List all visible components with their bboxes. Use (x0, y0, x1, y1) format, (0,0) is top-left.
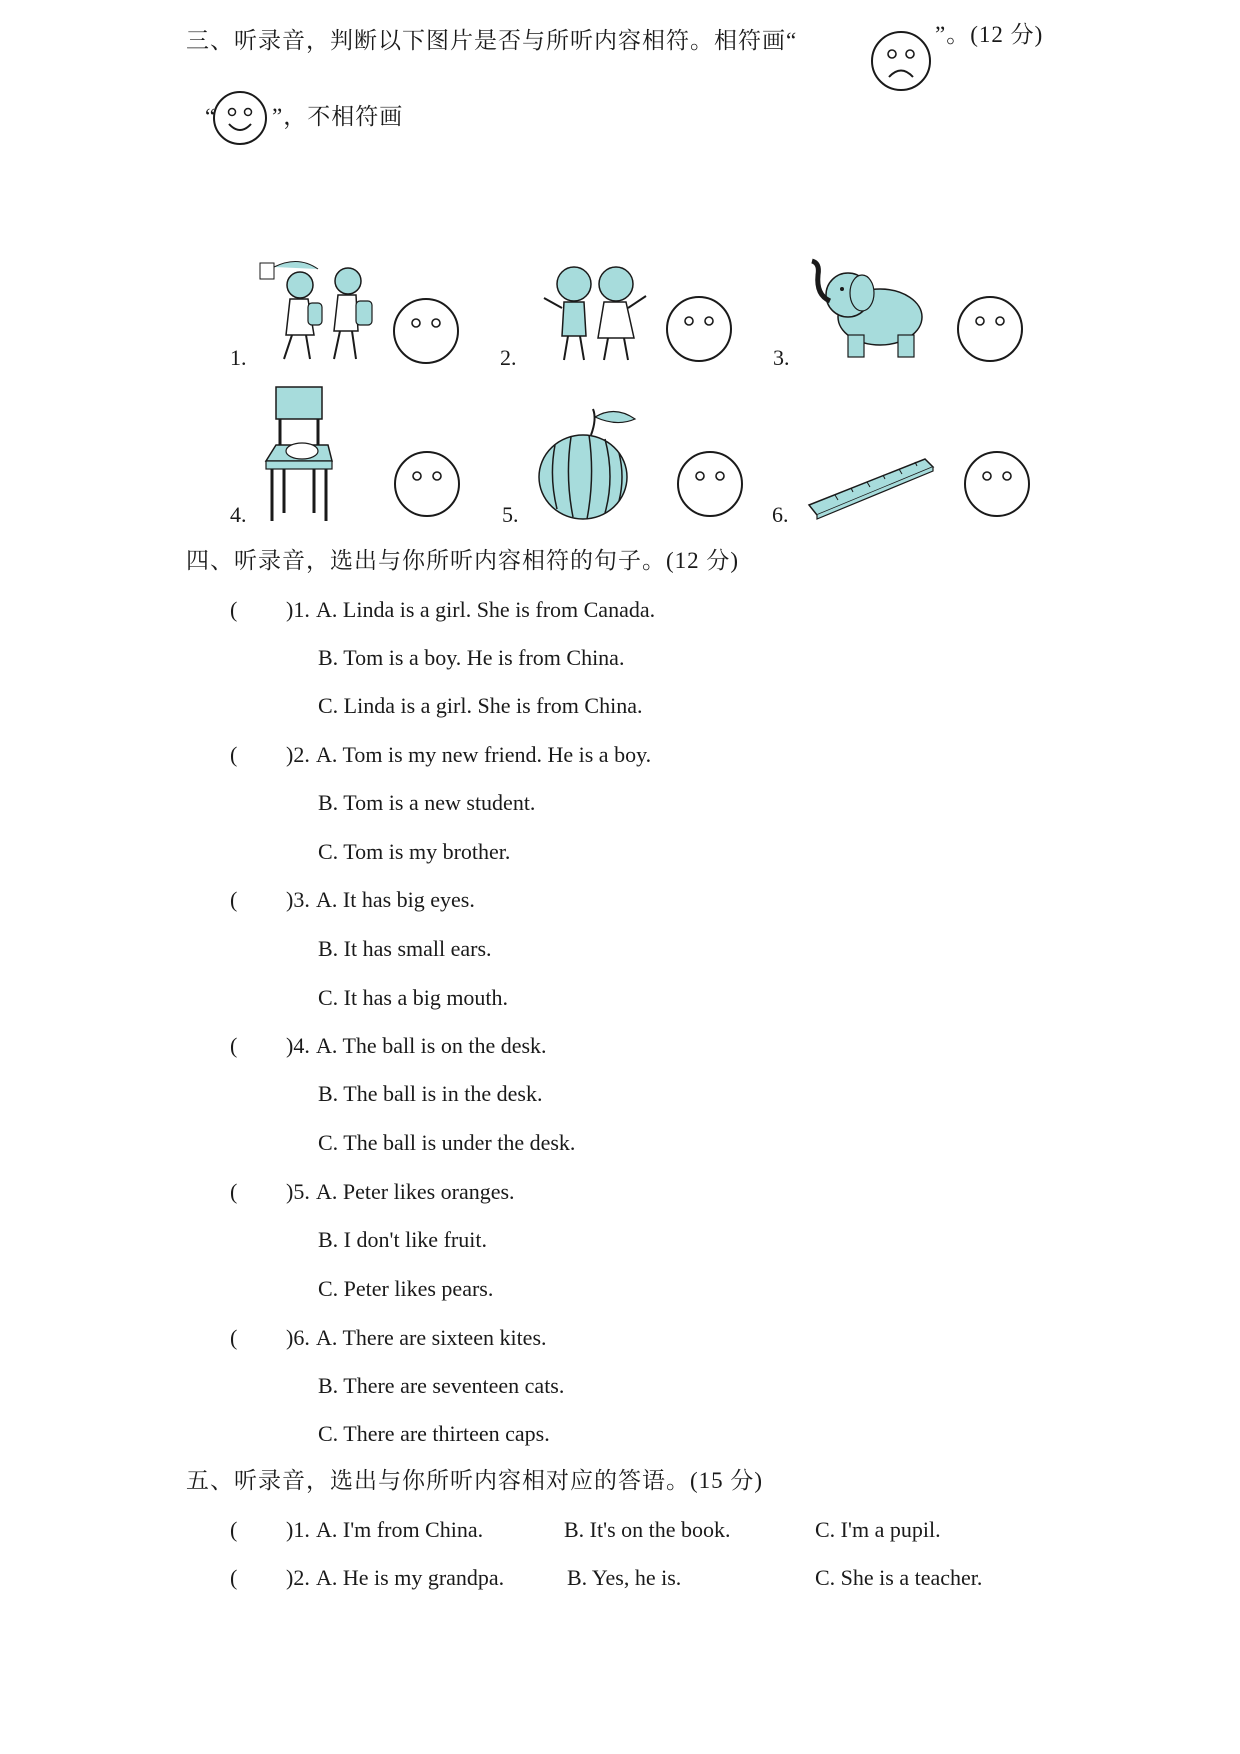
cat-on-chair-picture (262, 385, 334, 523)
option-c: C. The ball is under the desk. (318, 1130, 576, 1155)
question-number: )2. (286, 1565, 310, 1590)
option-a: A. Peter likes oranges. (316, 1179, 515, 1204)
option-c: C. Linda is a girl. She is from China. (318, 693, 643, 718)
question-number: )3. (286, 887, 310, 912)
item-number: 5. (502, 502, 519, 527)
answer-paren[interactable]: ( (230, 1033, 238, 1058)
option-b: B. It's on the book. (564, 1517, 731, 1542)
option-a: A. He is my grandpa. (316, 1565, 505, 1590)
section3-line2-text: ”，不相符画 (272, 104, 404, 129)
children-waving-picture (540, 258, 650, 366)
blank-face-icon[interactable] (665, 295, 733, 363)
option-c: C. I'm a pupil. (815, 1517, 941, 1542)
option-a: A. The ball is on the desk. (316, 1033, 547, 1058)
question-number: )1. (286, 1517, 310, 1542)
question-number: )1. (286, 597, 310, 622)
option-c: C. She is a teacher. (815, 1565, 983, 1590)
frown-face-icon (870, 30, 932, 92)
answer-paren[interactable]: ( (230, 1517, 238, 1542)
answer-paren[interactable]: ( (230, 1565, 238, 1590)
option-b: B. The ball is in the desk. (318, 1081, 543, 1106)
answer-paren[interactable]: ( (230, 887, 238, 912)
answer-paren[interactable]: ( (230, 742, 238, 767)
answer-paren[interactable]: ( (230, 1179, 238, 1204)
option-b: B. I don't like fruit. (318, 1227, 487, 1252)
option-b: B. It has small ears. (318, 936, 492, 961)
option-a: A. Tom is my new friend. He is a boy. (316, 742, 652, 767)
blank-face-icon[interactable] (963, 450, 1031, 518)
question-number: )6. (286, 1325, 310, 1350)
item-number: 6. (772, 502, 789, 527)
option-c: C. It has a big mouth. (318, 985, 509, 1010)
option-a: A. There are sixteen kites. (316, 1325, 547, 1350)
elephant-picture (808, 255, 928, 360)
blank-face-icon[interactable] (392, 297, 460, 365)
ruler-picture (805, 455, 935, 523)
smile-face-icon (212, 90, 268, 146)
option-c: C. Tom is my brother. (318, 839, 511, 864)
section3-heading (186, 28, 797, 54)
answer-paren[interactable]: ( (230, 1325, 238, 1350)
option-a: A. I'm from China. (316, 1517, 484, 1542)
item-number: 3. (773, 345, 790, 370)
option-a: A. Linda is a girl. She is from Canada. (316, 597, 656, 622)
option-b: B. Tom is a new student. (318, 790, 536, 815)
section4-heading: 四、听录音，选出与你所听内容相符的句子。(12 分) (186, 548, 740, 573)
option-b: B. Yes, he is. (567, 1565, 682, 1590)
blank-face-icon[interactable] (393, 450, 461, 518)
answer-paren[interactable]: ( (230, 597, 238, 622)
option-b: B. There are seventeen cats. (318, 1373, 565, 1398)
item-number: 4. (230, 502, 247, 527)
blank-face-icon[interactable] (956, 295, 1024, 363)
item-number: 1. (230, 345, 247, 370)
item-number: 2. (500, 345, 517, 370)
question-number: )4. (286, 1033, 310, 1058)
watermelon-picture (535, 405, 645, 523)
question-number: )5. (286, 1179, 310, 1204)
blank-face-icon[interactable] (676, 450, 744, 518)
section5-heading: 五、听录音，选出与你所听内容相对应的答语。(15 分) (186, 1468, 764, 1493)
option-c: C. There are thirteen caps. (318, 1421, 550, 1446)
option-b: B. Tom is a boy. He is from China. (318, 645, 625, 670)
children-walking-picture (258, 255, 383, 365)
option-a: A. It has big eyes. (316, 887, 475, 912)
section3-heading-suffix: ”。(12 分) (935, 22, 1044, 47)
section3-line2-open-quote: “ (205, 104, 217, 129)
option-c: C. Peter likes pears. (318, 1276, 494, 1301)
section3-heading-text: 三、听录音，判断以下图片是否与所听内容相符。相符画“ (186, 28, 798, 53)
question-number: )2. (286, 742, 310, 767)
